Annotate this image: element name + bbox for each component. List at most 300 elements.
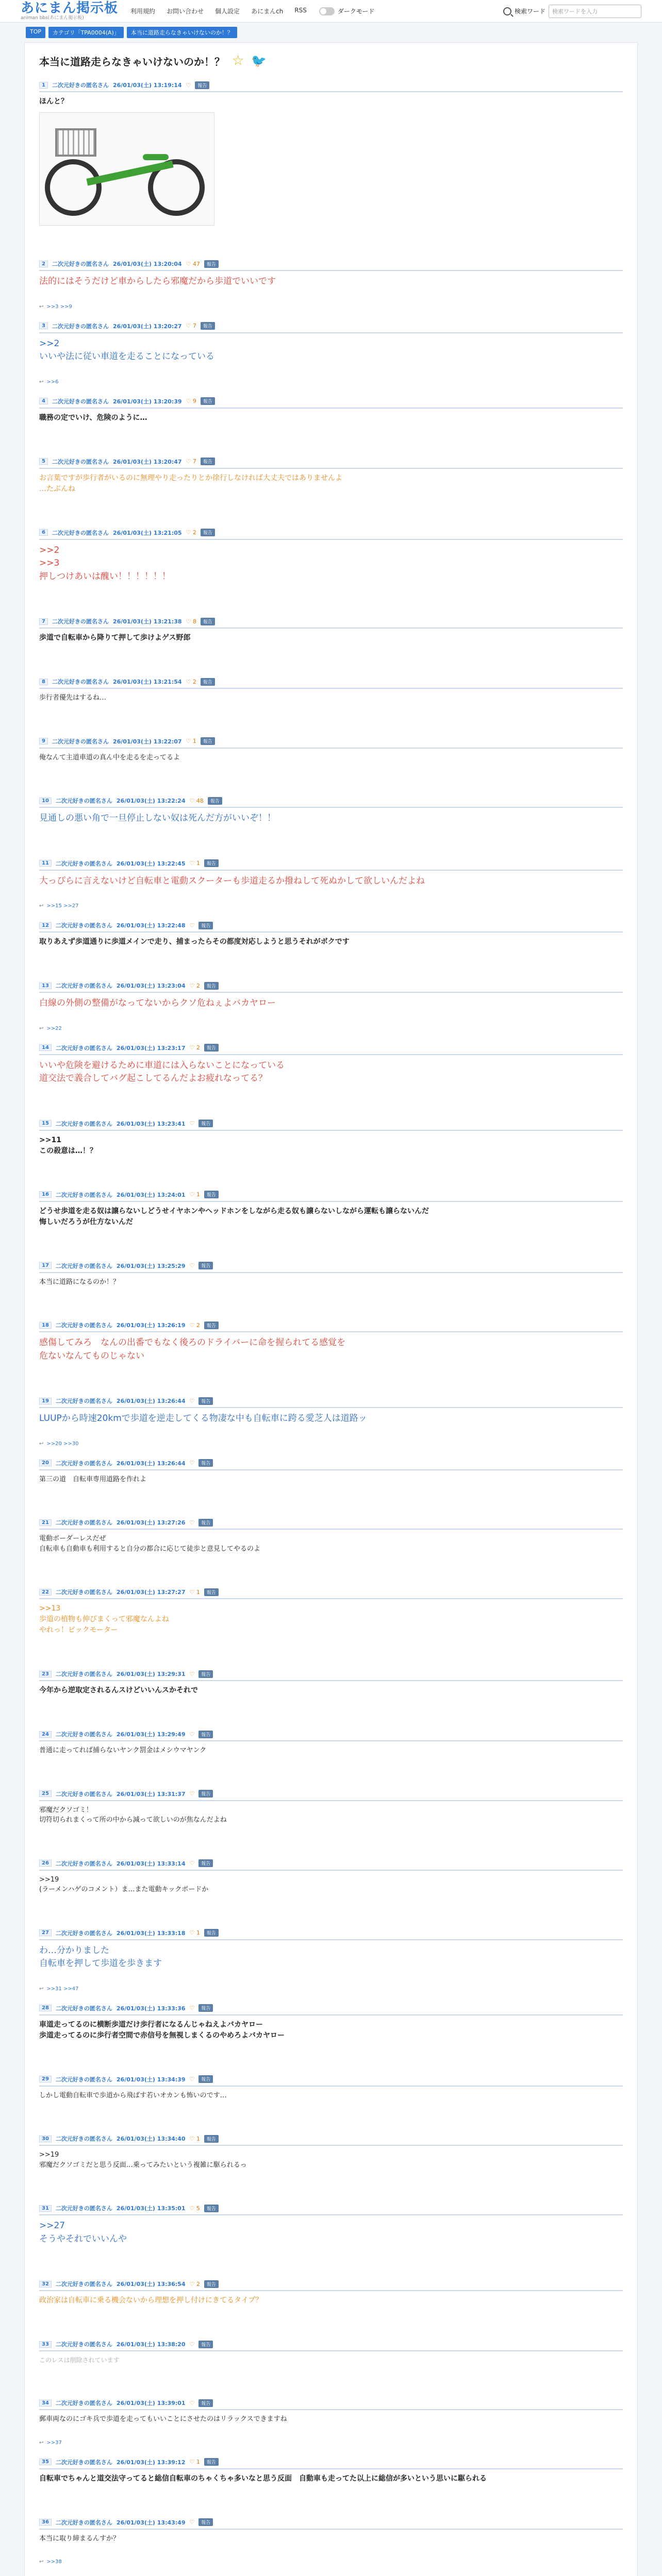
search-input[interactable]: 検索ワードを入力 (549, 5, 641, 18)
post-number[interactable]: 22 (39, 1589, 52, 1596)
like-button[interactable]: ♡ (186, 81, 191, 89)
logo-text: あにまん掲示板 (21, 1, 119, 16)
post-author: 二次元好きの匿名さん (55, 2136, 112, 2142)
like-button[interactable]: ♡ 7 (186, 323, 196, 329)
post-number[interactable]: 21 (39, 1519, 52, 1526)
post-author: 二次元好きの匿名さん (52, 738, 109, 745)
report-button[interactable]: 報告 (198, 1397, 213, 1405)
post-number[interactable]: 11 (39, 860, 52, 867)
post (39, 1188, 623, 1259)
post-body: >>27 そうやそれでいいんや (39, 2221, 127, 2244)
post-number[interactable]: 14 (39, 1044, 52, 1051)
report-button[interactable]: 報告 (198, 922, 213, 929)
report-button[interactable]: 報告 (195, 81, 209, 89)
post-body: 白線の外側の整備がなってないからクソ危ねぇよバカヤロー (39, 998, 276, 1008)
report-button[interactable]: 報告 (198, 1120, 213, 1127)
post-header (39, 2518, 623, 2527)
post-date: 26/01/03(土) 13:34:40 (116, 2136, 186, 2142)
breadcrumb-item[interactable]: TOP (26, 27, 45, 38)
post (39, 2337, 623, 2396)
post-date: 26/01/03(土) 13:33:18 (116, 1929, 186, 1937)
post-list (39, 78, 623, 2576)
post-date: 26/01/03(土) 13:35:01 (116, 2205, 186, 2212)
post-body: 取りあえず歩道通りに歩道メインで走り、捕まったらその都度対応しようと思うそれがボクです (39, 938, 350, 946)
post-author: 二次元好きの匿名さん (55, 2005, 112, 2012)
post-date: 26/01/03(土) 13:19:14 (112, 82, 182, 89)
like-button[interactable]: ♡ (189, 1460, 195, 1466)
post-body: このレスは削除されています (39, 2357, 120, 2364)
report-button[interactable]: 報告 (198, 2399, 213, 2407)
search-area (503, 5, 641, 18)
like-button[interactable]: ♡ (189, 1860, 195, 1867)
post-date: 26/01/03(土) 13:25:29 (116, 1262, 186, 1269)
report-button[interactable]: 報告 (204, 1044, 219, 1052)
report-button[interactable]: 報告 (198, 1459, 213, 1467)
post-divider (39, 2409, 623, 2410)
post-number[interactable]: 28 (39, 2005, 52, 2011)
like-button[interactable]: ♡ 1 (189, 860, 200, 867)
post-author: 二次元好きの匿名さん (55, 922, 112, 929)
post-header (39, 2399, 623, 2407)
post-header (39, 1459, 623, 1467)
like-button[interactable]: ♡ (189, 2341, 195, 2348)
reply-icon: ↩ (39, 1025, 44, 1031)
post-divider (39, 270, 623, 271)
post (39, 1394, 623, 1456)
post (39, 78, 623, 257)
post-number[interactable]: 10 (39, 798, 52, 804)
post-author: 二次元好きの匿名さん (55, 1790, 112, 1798)
report-button[interactable]: 報告 (198, 2518, 213, 2526)
report-button[interactable]: 報告 (204, 982, 219, 990)
report-button[interactable]: 報告 (198, 1790, 213, 1798)
post-author: 二次元好きの匿名さん (55, 1460, 112, 1467)
post (39, 2515, 623, 2574)
report-button[interactable]: 報告 (198, 1262, 213, 1269)
post-body: >>19 (ラーメンハゲのコメント）ま…また電動キックボードか (39, 1875, 209, 1893)
like-button[interactable]: ♡ (189, 1397, 195, 1404)
report-button[interactable]: 報告 (204, 2280, 219, 2288)
thread-title-text: 本当に道路走らなきゃいけないのか！？ (39, 55, 225, 68)
post-number[interactable]: 18 (39, 1322, 52, 1329)
post-divider (39, 1407, 623, 1408)
post-divider (39, 332, 623, 333)
report-button[interactable]: 報告 (198, 1731, 213, 1738)
reply-icon: ↩ (39, 1986, 44, 1992)
reply-link[interactable]: >>20 >>30 (46, 1440, 79, 1447)
post-header (39, 796, 623, 805)
post-body: 本当に道路になるのか！？ (39, 1278, 120, 1286)
post-author: 二次元好きの匿名さん (52, 529, 109, 536)
post-number[interactable]: 26 (39, 1860, 52, 1867)
like-button[interactable]: ♡ 1 (189, 2135, 200, 2142)
post (39, 2131, 623, 2201)
post-author: 二次元好きの匿名さん (55, 860, 112, 867)
post (39, 2001, 623, 2072)
reply-link[interactable]: >>37 (46, 2439, 62, 2446)
post-number[interactable]: 16 (39, 1191, 52, 1198)
post-header (39, 1670, 623, 1678)
post-number[interactable]: 31 (39, 2205, 52, 2212)
report-button[interactable]: 報告 (204, 859, 219, 867)
post-author: 二次元好きの匿名さん (55, 982, 112, 989)
post-body: 普通に走ってれば捕らないヤンク罰金はメシウマヤンク (39, 1747, 207, 1754)
post-number[interactable]: 36 (39, 2519, 52, 2526)
post-author: 二次元好きの匿名さん (52, 398, 109, 405)
post-header (39, 1262, 623, 1270)
reply-link[interactable]: >>6 (46, 379, 59, 385)
post-number[interactable]: 34 (39, 2400, 52, 2406)
like-button[interactable]: ♡ (189, 1790, 195, 1797)
like-button[interactable]: ♡ 48 (189, 797, 204, 804)
post-author: 二次元好きの匿名さん (55, 2076, 112, 2083)
post-author: 二次元好きの匿名さん (52, 618, 109, 625)
report-button[interactable]: 報告 (204, 1321, 219, 1329)
post-divider (39, 2350, 623, 2351)
like-button[interactable]: ♡ (189, 922, 195, 929)
reply-links (39, 1026, 623, 1031)
post-header (39, 2004, 623, 2012)
post-date: 26/01/03(土) 13:33:14 (116, 1860, 186, 1867)
post-header (39, 81, 623, 89)
post-header (39, 2134, 623, 2143)
like-button[interactable]: ♡ 47 (186, 260, 200, 267)
like-button[interactable]: ♡ (189, 2005, 195, 2011)
post-author: 二次元好きの匿名さん (55, 1589, 112, 1596)
post-divider (39, 2214, 623, 2215)
nav-link[interactable]: 個人設定 (215, 8, 240, 15)
post-number[interactable]: 6 (39, 529, 48, 536)
reply-link[interactable]: >>31 >>47 (46, 1986, 79, 1992)
post-number[interactable]: 4 (39, 398, 48, 404)
post-date: 26/01/03(土) 13:31:37 (116, 1790, 186, 1798)
post-divider (39, 1870, 623, 1871)
like-button[interactable]: ♡ (189, 1120, 195, 1127)
post-date: 26/01/03(土) 13:20:04 (112, 261, 182, 267)
post-body: 第三の道 自転車専用道路を作れよ (39, 1475, 147, 1483)
post (39, 793, 623, 856)
post-body: >>2 いいや法に従い車道を走ることになっている (39, 338, 214, 362)
reply-links (39, 1441, 623, 1447)
bike-basket (55, 128, 96, 157)
reply-link[interactable]: >>38 (46, 2559, 62, 2565)
post-body: 本当に取り締まるんすか？ (39, 2534, 120, 2543)
post (39, 1727, 623, 1787)
post (39, 614, 623, 674)
post-header (39, 260, 623, 268)
post-date: 26/01/03(土) 13:43:49 (116, 2519, 186, 2526)
post-date: 26/01/03(土) 13:23:17 (116, 1044, 186, 1052)
post-body: 俺なんて主道車道の真ん中を走るを走ってるよ (39, 753, 180, 761)
post-divider (39, 1598, 623, 1599)
like-button[interactable]: ♡ 1 (189, 2459, 200, 2465)
post (39, 2574, 623, 2576)
post-date: 26/01/03(土) 13:27:27 (116, 1589, 186, 1596)
like-button[interactable]: ♡ 7 (186, 458, 196, 465)
post-divider (39, 748, 623, 749)
post-divider (39, 2529, 623, 2530)
post (39, 319, 623, 394)
report-button[interactable]: 報告 (198, 2004, 213, 2012)
post (39, 1116, 623, 1188)
post-author: 二次元好きの匿名さん (55, 1322, 112, 1329)
search-label: 検索ワード (514, 8, 545, 15)
post-divider (39, 1272, 623, 1273)
report-button[interactable]: 報告 (204, 1588, 219, 1596)
post (39, 734, 623, 794)
report-button[interactable]: 報告 (208, 797, 222, 805)
dark-mode-label: ダークモード (337, 8, 375, 15)
post (39, 2072, 623, 2132)
like-button[interactable]: ♡ 2 (189, 982, 200, 989)
post (39, 978, 623, 1041)
post-header (39, 1321, 623, 1329)
post-header (39, 1397, 623, 1405)
post-date: 26/01/03(土) 13:20:47 (112, 458, 182, 465)
post-number[interactable]: 15 (39, 1120, 52, 1127)
post-body: LUUPから時速20kmで歩道を逆走してくる物凄な中も自転車に跨る愛芝人は道路ッ (39, 1413, 367, 1423)
like-button[interactable]: ♡ (189, 2519, 195, 2526)
post-divider (39, 1130, 623, 1131)
like-button[interactable]: ♡ (189, 1519, 195, 1526)
report-button[interactable]: 報告 (204, 2205, 219, 2212)
post-date: 26/01/03(土) 13:29:49 (116, 1731, 186, 1738)
header-nav (130, 7, 307, 15)
reply-link[interactable]: >>3 >>9 (46, 303, 72, 310)
report-button[interactable]: 報告 (204, 2458, 219, 2466)
like-button[interactable]: ♡ 1 (189, 1588, 200, 1596)
reply-link[interactable]: >>22 (46, 1025, 62, 1031)
post-number[interactable]: 1 (39, 82, 48, 89)
like-button[interactable]: ♡ (189, 2076, 195, 2082)
post-body: >>19 邪魔だクソゴミだと思う反面…乗ってみたいという複雑に駆られるっ (39, 2151, 247, 2169)
like-button[interactable]: ♡ (189, 1262, 195, 1269)
post-number[interactable]: 35 (39, 2459, 52, 2465)
post-date: 26/01/03(土) 13:33:36 (116, 2005, 186, 2012)
post-header (39, 1120, 623, 1128)
post-body: 今年から逆取定されるんスけどいいんスかそれで (39, 1686, 198, 1694)
post-body: 車道走ってるのに横断歩道だけ歩行者になるんじゃねえよバカヤロー 歩道走ってるのに歩行者空間で赤信号を無視しまくるのやめろよバカヤロー (39, 2020, 285, 2040)
post-number[interactable]: 30 (39, 2136, 52, 2142)
post-divider (39, 2145, 623, 2146)
like-button[interactable]: ♡ (189, 1670, 195, 1677)
like-button[interactable]: ♡ 2 (189, 1044, 200, 1051)
post-date: 26/01/03(土) 13:39:12 (116, 2459, 186, 2466)
post-date: 26/01/03(土) 13:38:20 (116, 2341, 186, 2348)
post-divider (39, 468, 623, 469)
like-button[interactable]: ♡ 1 (186, 738, 196, 744)
post (39, 1041, 623, 1116)
post-date: 26/01/03(土) 13:20:27 (112, 323, 182, 330)
post-body: 大っぴらに言えないけど自転車と電動スクーターも歩道走るか撥ねして死ぬかして欲しいんだよね (39, 875, 425, 886)
report-button[interactable]: 報告 (204, 1929, 219, 1937)
post-divider (39, 2468, 623, 2469)
nav-link[interactable]: 利用規約 (130, 8, 156, 15)
post (39, 1856, 623, 1926)
like-button[interactable]: ♡ 2 (189, 1321, 200, 1329)
report-button[interactable]: 報告 (198, 1859, 213, 1867)
like-button[interactable]: ♡ 2 (186, 529, 196, 536)
twitter-icon[interactable]: 🐦 (251, 54, 267, 68)
post-author: 二次元好きの匿名さん (55, 1929, 112, 1937)
toggle-switch[interactable] (319, 7, 335, 15)
post-number[interactable]: 12 (39, 922, 52, 929)
post-header (39, 1191, 623, 1199)
report-button[interactable]: 報告 (201, 457, 215, 465)
post-number[interactable]: 33 (39, 2341, 52, 2348)
post-date: 26/01/03(土) 13:34:39 (116, 2076, 186, 2083)
post-body: 自転車でちゃんと道交法守ってると総信自転車のちゃくちゃ多いなと思う反面 自動車も走ってた以上に総信が多いという思いに駆られる (39, 2474, 487, 2483)
post-divider (39, 1740, 623, 1741)
report-button[interactable]: 報告 (201, 737, 215, 745)
report-button[interactable]: 報告 (198, 1519, 213, 1527)
post-date: 26/01/03(土) 13:26:44 (116, 1398, 186, 1404)
post-body: >>11 この殺意は…！？ (39, 1136, 97, 1155)
post-divider (39, 91, 623, 92)
reply-link[interactable]: >>15 >>27 (46, 903, 79, 909)
post-author: 二次元好きの匿名さん (52, 679, 109, 685)
post-number[interactable]: 23 (39, 1671, 52, 1677)
reply-links (39, 2559, 623, 2565)
post-number[interactable]: 24 (39, 1731, 52, 1738)
post-body: わ…分かりました 自転車を押して歩道を歩きます (39, 1945, 162, 1969)
post (39, 674, 623, 734)
post-date: 26/01/03(土) 13:22:07 (112, 738, 182, 745)
post-body: >>13 歩道の植物も伸びまくって邪魔なんよね やれっ！ピックモーター (39, 1604, 169, 1634)
post-body: ほんと？ (39, 97, 68, 106)
top-bar (0, 0, 662, 23)
post-date: 26/01/03(土) 13:29:31 (116, 1671, 186, 1677)
post-header (39, 322, 623, 330)
post-body: どうせ歩道を走る奴は譲らないしどうせイヤホンやヘッドホンをしながら走る奴も譲らないしながら運転も譲らないんだ 悔しいだろうが仕方ないんだ (39, 1207, 429, 1226)
post-divider (39, 2086, 623, 2087)
post (39, 1585, 623, 1667)
post-body: >>2 >>3 押しつけあいは醜い！！！！！！ (39, 545, 171, 582)
thread-container (24, 42, 638, 2576)
post-number[interactable]: 7 (39, 618, 48, 625)
post-divider (39, 408, 623, 409)
post-number[interactable]: 25 (39, 1790, 52, 1797)
post-body: お言葉ですが歩行者がいるのに無理やり走ったりとか徐行しなければ大丈夫ではありませんよ …たぶんね (39, 473, 342, 493)
post-header (39, 617, 623, 625)
post (39, 1318, 623, 1394)
post-author: 二次元好きの匿名さん (55, 1398, 112, 1404)
report-button[interactable]: 報告 (201, 529, 215, 536)
like-button[interactable]: ♡ 1 (189, 1191, 200, 1198)
search-icon[interactable] (503, 7, 511, 15)
post-body: 歩行者優先はするね… (39, 694, 107, 702)
reply-icon: ↩ (39, 903, 44, 909)
like-button[interactable]: ♡ (189, 2399, 195, 2406)
like-button[interactable]: ♡ 2 (186, 678, 196, 685)
reply-links (39, 304, 623, 310)
post (39, 1515, 623, 1585)
report-button[interactable]: 報告 (198, 2075, 213, 2083)
post-body: 職務の定でいけ、危険のように… (39, 413, 147, 422)
post-number[interactable]: 2 (39, 261, 48, 267)
post-header (39, 2075, 623, 2083)
post (39, 2455, 623, 2515)
post-divider (39, 1529, 623, 1530)
report-button[interactable]: 報告 (201, 397, 215, 405)
reply-links (39, 379, 623, 385)
post-number[interactable]: 29 (39, 2076, 52, 2082)
breadcrumb-item[interactable]: 本当に道路走らなきゃいけないのか！？ (127, 27, 237, 38)
post-date: 26/01/03(土) 13:21:05 (112, 529, 182, 536)
like-button[interactable]: ♡ 2 (189, 2280, 200, 2287)
post-number[interactable]: 5 (39, 458, 48, 465)
post-divider (39, 1201, 623, 1202)
post-number[interactable]: 19 (39, 1398, 52, 1404)
post-image-bicycle[interactable] (39, 112, 214, 226)
post-header (39, 981, 623, 990)
post-number[interactable]: 8 (39, 679, 48, 685)
post (39, 1259, 623, 1318)
post-number[interactable]: 17 (39, 1262, 52, 1269)
report-button[interactable]: 報告 (204, 1191, 219, 1198)
post-number[interactable]: 9 (39, 738, 48, 744)
report-button[interactable]: 報告 (201, 322, 215, 330)
post-author: 二次元好きの匿名さん (55, 1731, 112, 1738)
report-button[interactable]: 報告 (204, 260, 219, 268)
post-header (39, 1859, 623, 1868)
like-button[interactable]: ♡ 8 (186, 618, 196, 625)
report-button[interactable]: 報告 (198, 1670, 213, 1678)
reply-icon: ↩ (39, 1440, 44, 1447)
like-button[interactable]: ♡ 9 (186, 398, 196, 404)
post-header (39, 2280, 623, 2288)
report-button[interactable]: 報告 (201, 678, 215, 686)
page-title (39, 53, 623, 69)
post-number[interactable]: 32 (39, 2281, 52, 2287)
report-button[interactable]: 報告 (201, 618, 215, 625)
post-divider (39, 688, 623, 689)
like-button[interactable]: ♡ 1 (189, 1929, 200, 1936)
like-button[interactable]: ♡ (189, 1731, 195, 1738)
post-author: 二次元好きの匿名さん (55, 2341, 112, 2348)
post (39, 2201, 623, 2277)
nav-link[interactable]: RSS (294, 7, 307, 14)
post-number[interactable]: 27 (39, 1929, 52, 1936)
post-header (39, 859, 623, 868)
post-header (39, 457, 623, 466)
nav-link[interactable]: あにまんch (251, 8, 284, 15)
post-header (39, 1730, 623, 1738)
report-button[interactable]: 報告 (198, 2341, 213, 2348)
star-icon[interactable]: ☆ (232, 53, 244, 69)
post-body: 歩道で自転車から降りて押して歩けよゲス野郎 (39, 634, 191, 642)
bike-seat (143, 154, 169, 160)
site-logo[interactable] (21, 2, 118, 21)
post-number[interactable]: 20 (39, 1460, 52, 1466)
post-body: 法的にはそうだけど車からしたら邪魔だから歩道でいいです (39, 276, 276, 286)
post-number[interactable]: 13 (39, 982, 52, 989)
post-date: 26/01/03(土) 13:23:04 (116, 982, 186, 989)
post-body: しかし電動自転車で歩道から飛ばす若いオカンも怖いのです… (39, 2091, 227, 2099)
dark-mode-toggle[interactable] (319, 7, 375, 15)
like-button[interactable]: ♡ 5 (189, 2205, 200, 2212)
post (39, 454, 623, 526)
post-divider (39, 1680, 623, 1681)
post-body: いいや危険を避けるために車道には入らないことになっている 道交法で義合してバグ起こしてるんだよお疲れなってる？ (39, 1060, 285, 1083)
post-date: 26/01/03(土) 13:21:38 (112, 618, 182, 625)
post-author: 二次元好きの匿名さん (55, 1860, 112, 1867)
post-number[interactable]: 3 (39, 323, 48, 329)
breadcrumb-item[interactable]: カテゴリ「TPA0004(A)」 (48, 27, 124, 38)
nav-link[interactable]: お問い合わせ (167, 8, 204, 15)
report-button[interactable]: 報告 (204, 2135, 219, 2143)
post-header (39, 529, 623, 537)
